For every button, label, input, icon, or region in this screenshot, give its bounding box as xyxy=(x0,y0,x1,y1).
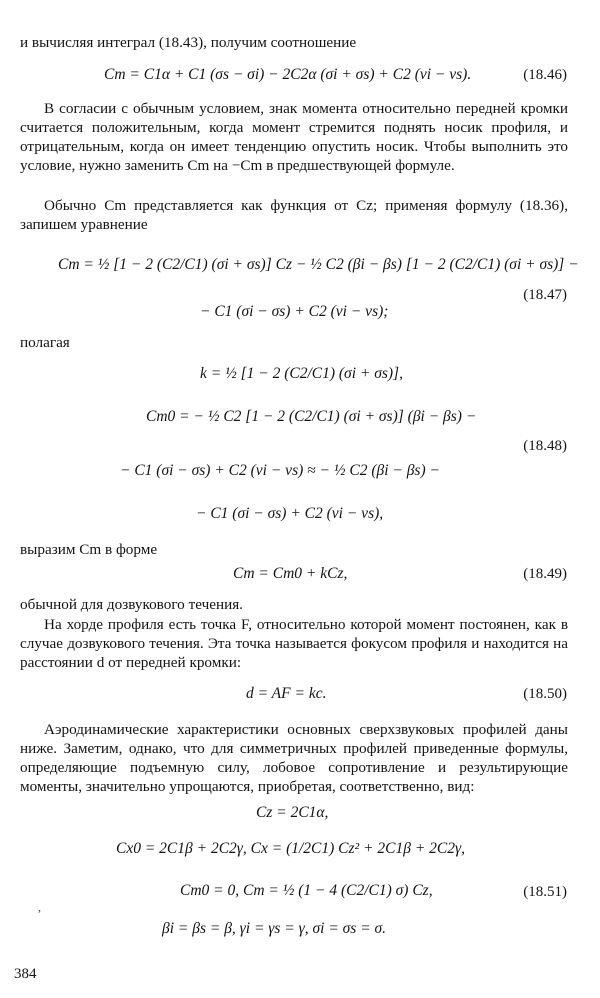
formula-cz: Cz = 2C1α, xyxy=(256,804,329,821)
paragraph-subsonic: обычной для дозвукового течения. xyxy=(20,596,243,613)
equation-number-18-47: (18.47) xyxy=(523,287,567,303)
stray-mark: , xyxy=(38,900,41,914)
formula-18-48-line-1: Cm0 = − ½ C2 [1 − 2 (C2/C1) (σi + σs)] (βi − βs) − xyxy=(146,408,477,425)
formula-k-definition: k = ½ [1 − 2 (C2/C1) (σi + σs)], xyxy=(200,365,403,382)
formula-18-47-line-1: Cm = ½ [1 − 2 (C2/C1) (σi + σs)] Cz − ½ C2 (βi − βs) [1 − 2 (C2/C1) (σi + σs)] − xyxy=(58,256,579,273)
paragraph-polagaya: полагая xyxy=(20,334,70,351)
equation-number-18-48: (18.48) xyxy=(523,438,567,454)
equation-number-18-50: (18.50) xyxy=(523,686,567,702)
paragraph-express-cm: выразим Cm в форме xyxy=(20,541,158,558)
paragraph-cm-function: Обычно Cm представляется как функция от Cz; применяя формулу (18.36), запишем уравнение xyxy=(20,197,568,233)
formula-18-49: Cm = Cm0 + kCz, xyxy=(233,565,348,582)
paragraph-sign-convention: В согласии с обычным условием, знак момента относительно передней кромки считается положительным, когда момент стремится поднять носик профиля, и отрицательным, когда он имеет тенденцию опустить носик. Чтобы выполнить это условие, нужно заменить Cm на −Cm в предшествующей формуле. xyxy=(20,100,568,174)
formula-18-47-line-2: − C1 (σi − σs) + C2 (νi − νs); xyxy=(200,303,389,320)
formula-equal-angles: βi = βs = β, γi = γs = γ, σi = σs = σ. xyxy=(162,920,387,937)
equation-number-18-46: (18.46) xyxy=(523,67,567,83)
page-number: 384 xyxy=(14,966,37,982)
formula-18-48-line-2: − C1 (σi − σs) + C2 (νi − νs) ≈ − ½ C2 (βi − βs) − xyxy=(120,462,440,479)
formula-18-48-line-3: − C1 (σi − σs) + C2 (νi − νs), xyxy=(196,505,384,522)
paragraph-focus: На хорде профиля есть точка F, относительно которой момент постоянен, как в случае дозвукового течения. Эта точка называется фокусом профиля и находится на расстоянии d от передней кромки: xyxy=(20,616,568,671)
paragraph-intro: и вычисляя интеграл (18.43), получим соотношение xyxy=(20,34,357,51)
formula-cm0: Cm0 = 0, Cm = ½ (1 − 4 (C2/C1) σ) Cz, xyxy=(180,882,433,899)
equation-number-18-51: (18.51) xyxy=(523,884,567,900)
equation-number-18-49: (18.49) xyxy=(523,566,567,582)
formula-18-46: Cm = C1α + C1 (σs − σi) − 2C2α (σi + σs) + C2 (νi − νs). xyxy=(104,66,472,83)
formula-18-50: d = AF = kc. xyxy=(246,685,327,702)
paragraph-aerodynamic: Аэродинамические характеристики основных сверхзвуковых профилей даны ниже. Заметим, однако, что для симметричных профилей приведенные формулы, определяющие подъемную силу, лобовое сопротивление и результирующие моменты, значительно упрощаются, приобретая, соответственно, вид: xyxy=(20,721,568,795)
formula-cx: Cx0 = 2C1β + 2C2γ, Cx = (1/2C1) Cz² + 2C1β + 2C2γ, xyxy=(116,840,465,857)
